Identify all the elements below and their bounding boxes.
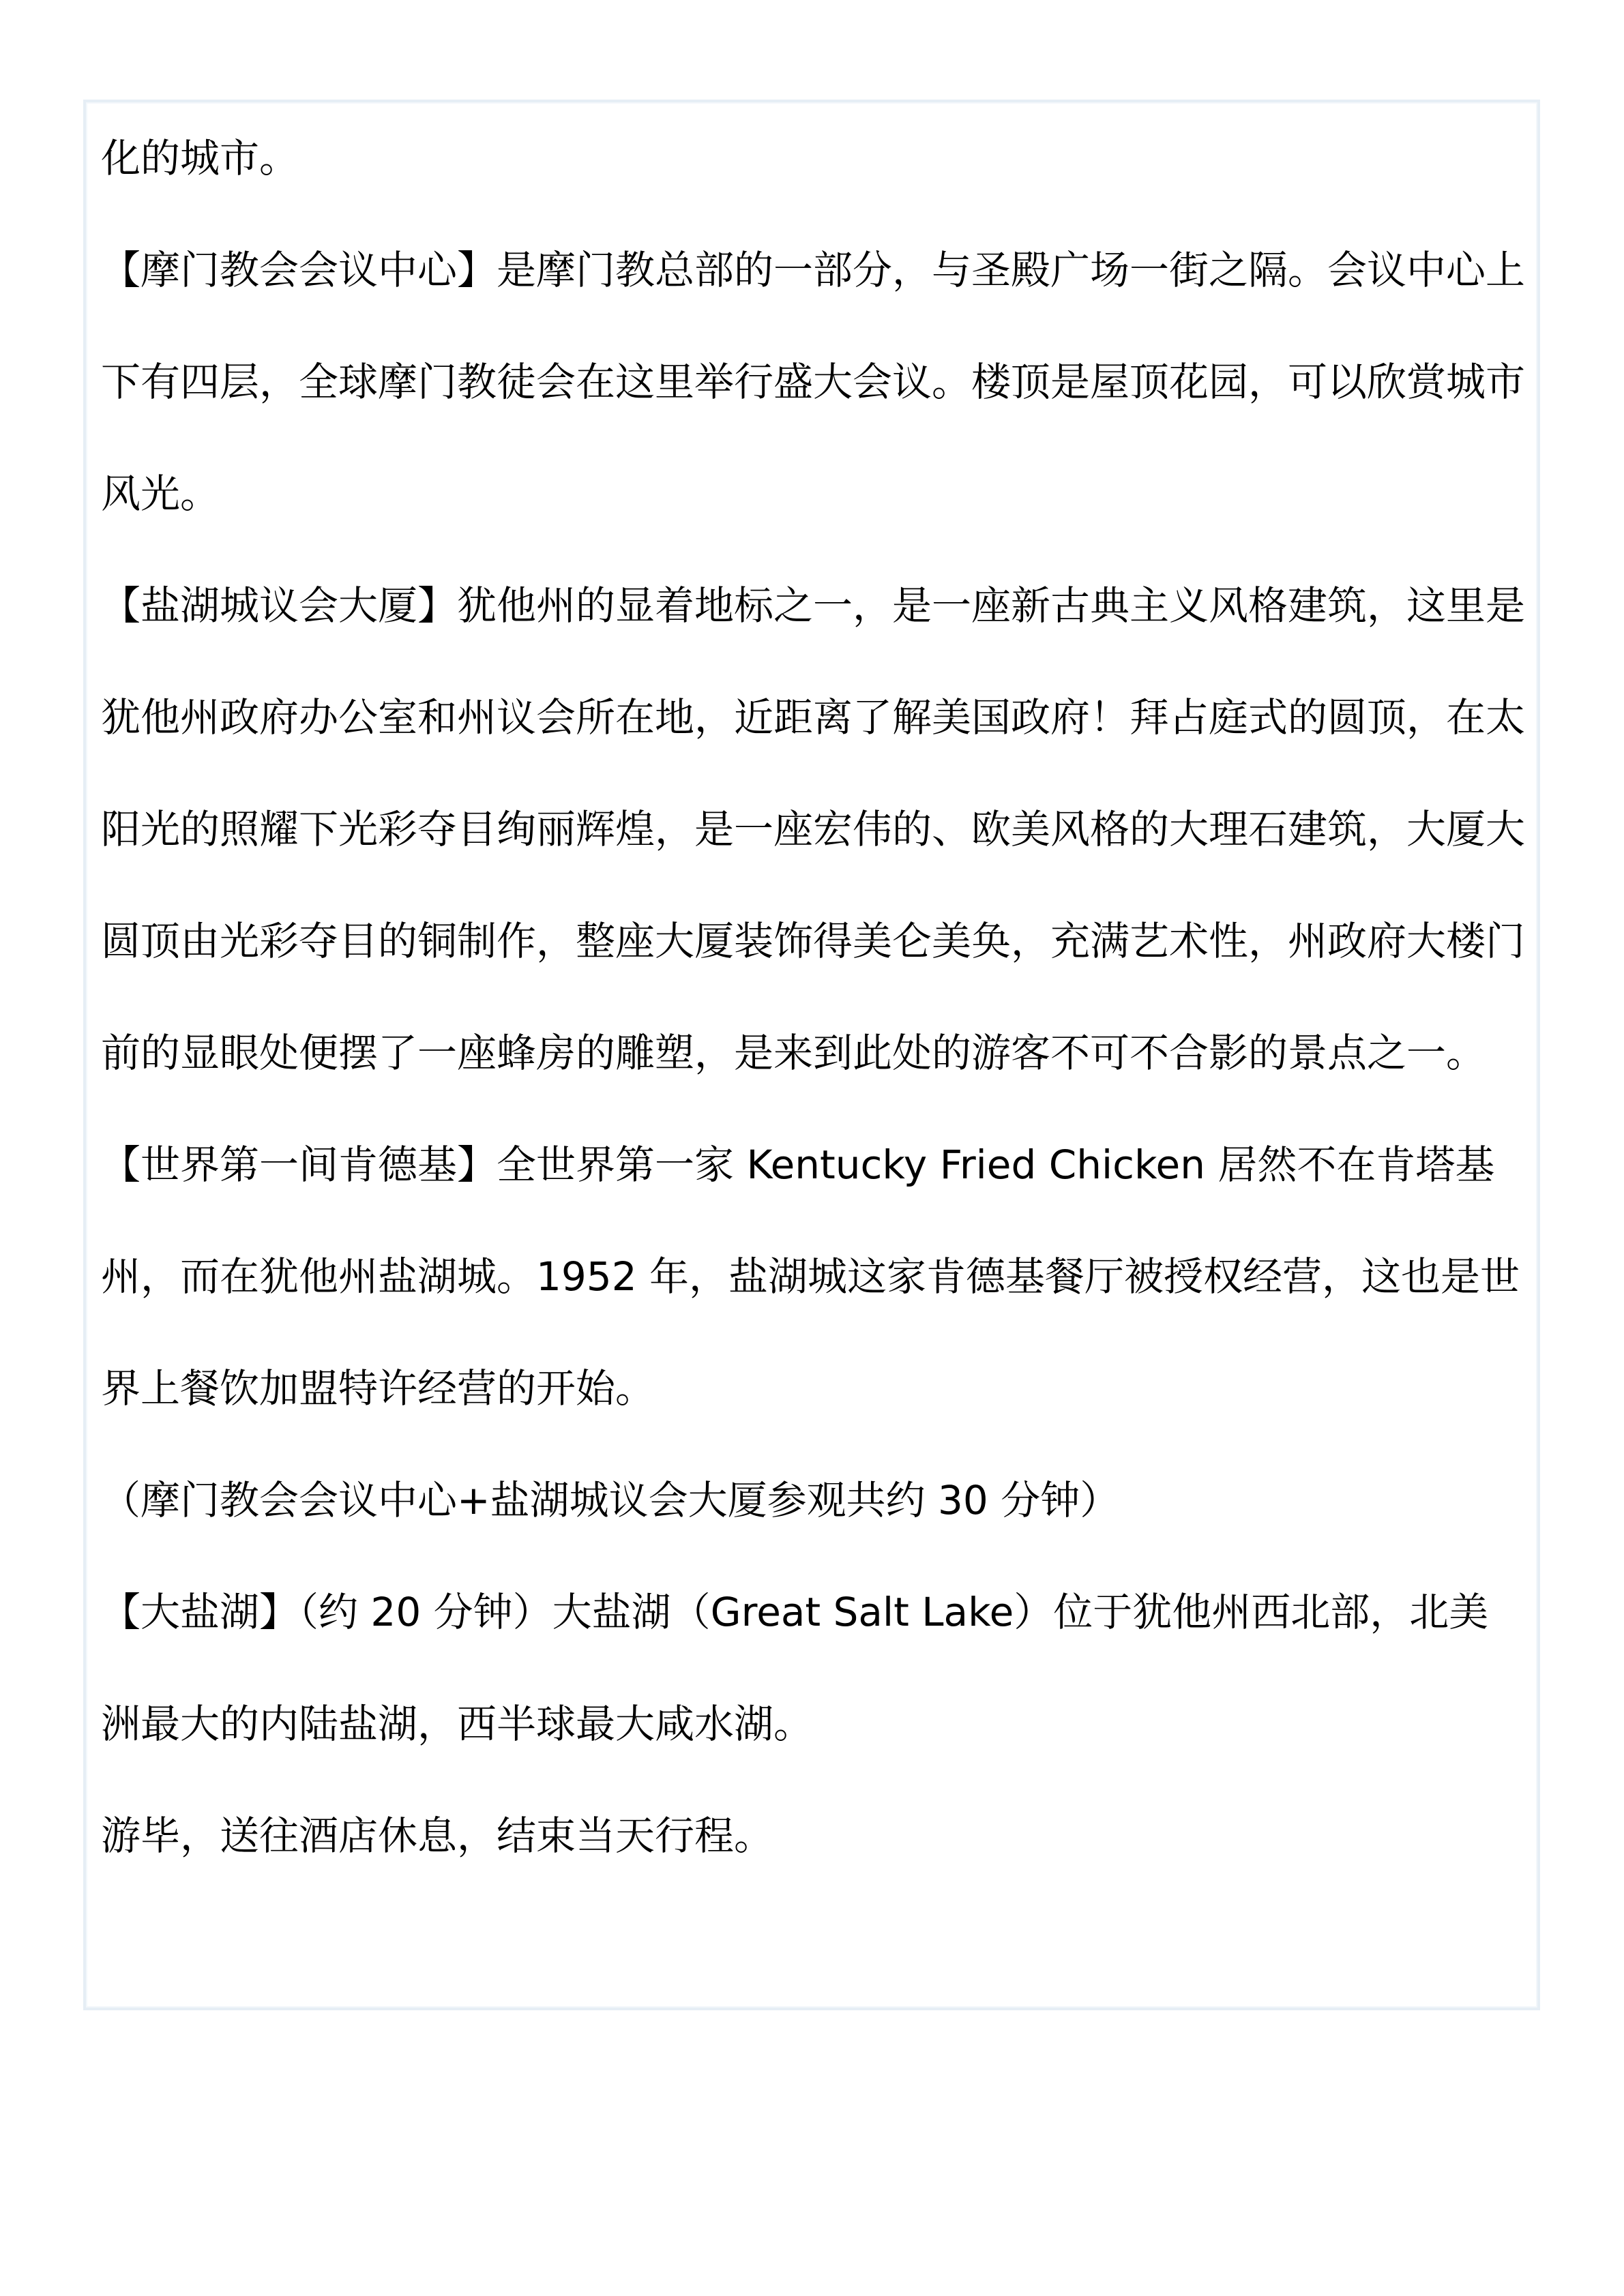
paragraph-visit-duration-note: （摩门教会会议中心+盐湖城议会大厦参观共约 30 分钟）	[101, 1477, 1120, 1523]
itinerary-text-frame	[83, 100, 1540, 2010]
paragraph-great-salt-lake: 【大盐湖】（约 20 分钟）大盐湖（Great Salt Lake）位于犹他州西北部，北美洲最大的内陆盐湖，西半球最大咸水湖。	[101, 1589, 1489, 1747]
paragraph-conference-center: 【摩门教会会议中心】是摩门教总部的一部分，与圣殿广场一街之隔。会议中心上下有四层，全球摩门教徒会在这里举行盛大会议。楼顶是屋顶花园，可以欣赏城市风光。	[101, 247, 1526, 517]
paragraph-city-continuation: 化的城市。	[101, 135, 299, 181]
paragraph-return-to-hotel: 游毕，送往酒店休息，结束当天行程。	[101, 1813, 774, 1859]
paragraph-first-kfc: 【世界第一间肯德基】全世界第一家 Kentucky Fried Chicken 居然不在肯塔基州，而在犹他州盐湖城。1952 年，盐湖城这家肯德基餐厅被授权经营，这也是世界上餐饮加盟特许经营的开始。	[101, 1142, 1520, 1412]
paragraph-state-capitol: 【盐湖城议会大厦】犹他州的显着地标之一，是一座新古典主义风格建筑，这里是犹他州政府办公室和州议会所在地，近距离了解美国政府！拜占庭式的圆顶，在太阳光的照耀下光彩夺目绚丽辉煌，是一座宏伟的、欧美风格的大理石建筑，大厦大圆顶由光彩夺目的铜制作，整座大厦装饰得美仑美奂，充满艺术性，州政府大楼门前的显眼处便摆了一座蜂房的雕塑，是来到此处的游客不可不合影的景点之一。	[101, 582, 1526, 1076]
itinerary-text-column	[101, 102, 1528, 1892]
